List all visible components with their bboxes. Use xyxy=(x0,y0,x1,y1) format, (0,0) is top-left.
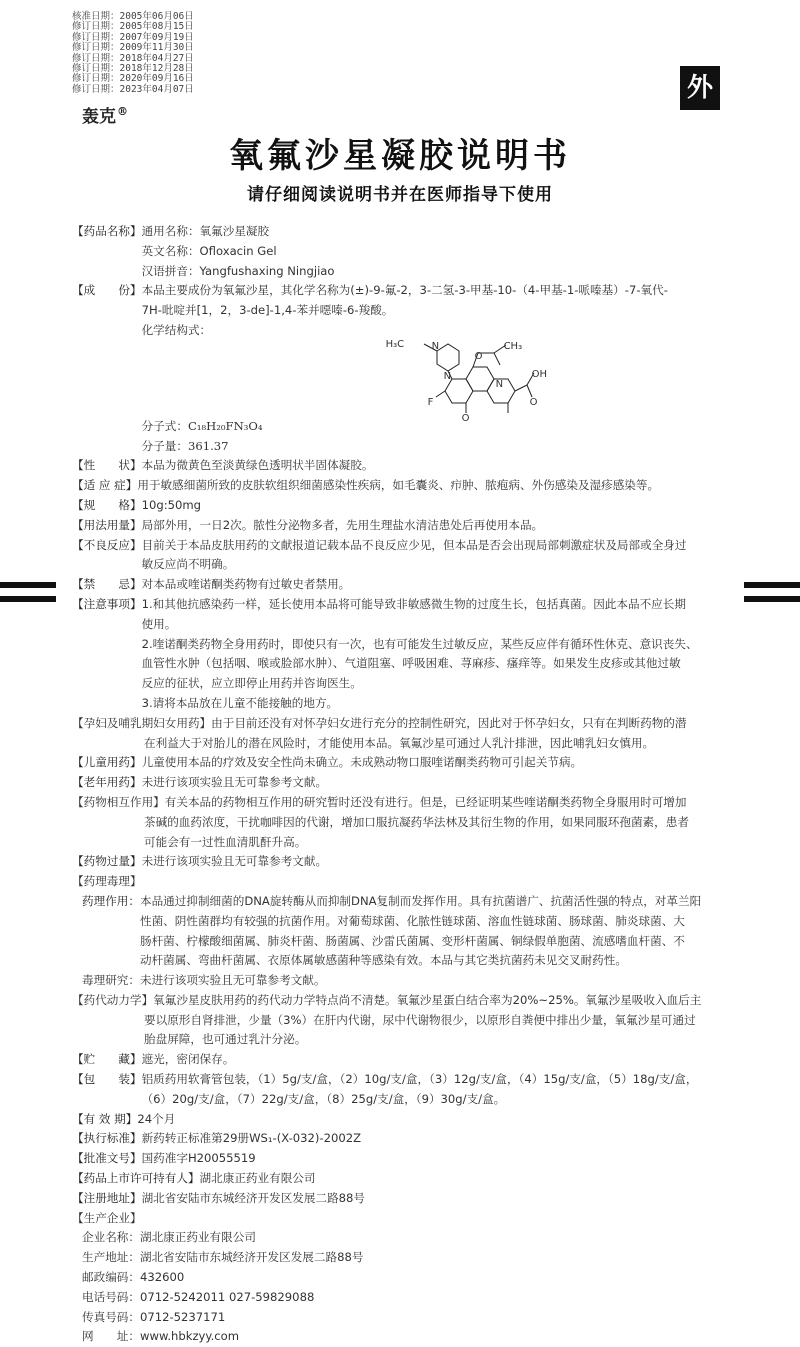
section-label: 【批准文号】 xyxy=(72,1151,142,1166)
page-title: 氧氟沙星凝胶说明书 xyxy=(229,136,571,176)
text-line: 2.喹诺酮类药物全身用药时，即使只有一次，也有可能发生过敏反应，某些反应伴有循环性休克、意识丧失、 xyxy=(141,636,698,651)
text-line: 肠杆菌、柠檬酸细菌属、肺炎杆菌、肠菌属、沙雷氏菌属、变形杆菌属、铜绿假单胞菌、流感嗜血杆菌、不 xyxy=(139,933,685,948)
leaflet-body xyxy=(72,222,752,1347)
section-label: 【孕妇及哺乳期妇女用药】 xyxy=(72,715,212,730)
text-line: 24个月 xyxy=(137,1111,176,1126)
date-line: 修订日期：2023年04月07日 xyxy=(72,83,194,95)
section-elderly xyxy=(72,773,752,793)
info-value: 湖北省安陆市东城经济开发区发展二路88号 xyxy=(139,1250,364,1265)
text-line: 性菌、阴性菌群均有较强的抗菌作用。对葡萄球菌、化脓性链球菌、溶血性链球菌、肠球菌、肺炎球菌、大 xyxy=(139,913,685,928)
section-approval-number xyxy=(72,1149,752,1169)
struct-label-o: O xyxy=(461,412,470,424)
section-label: 【适 应 症】 xyxy=(72,478,138,493)
text-line: 敏反应尚不明确。 xyxy=(141,557,235,572)
section-packaging xyxy=(72,1070,752,1110)
text-line: 氧氟沙星皮肤用药的药代动力学特点尚不清楚。氧氟沙星蛋白结合率为20%~25%。氧氟沙星吸收入血后主 xyxy=(153,992,702,1007)
text-line: 血管性水肿（包括咽、喉或脸部水肿）、气道阻塞、呼吸困难、荨麻疹、瘙痒等。如果发生皮疹或其他过敏 xyxy=(141,656,681,671)
text-line: 用于敏感细菌所致的皮肤软组织细菌感染性疾病，如毛囊炎、疖肿、脓疱病、外伤感染及湿疹感染等。 xyxy=(137,478,660,493)
date-line: 修订日期：2007年09月19日 xyxy=(72,31,194,43)
text-line: 7H-吡啶并[1，2，3-de]-1,4-苯并噁嗪-6-羧酸。 xyxy=(141,303,394,318)
info-value: 湖北康正药业有限公司 xyxy=(139,1230,256,1245)
section-label: 【药品名称】 xyxy=(72,224,142,238)
struct-label-o: O xyxy=(474,350,483,362)
molecular-weight: 分子量：361.37 xyxy=(141,438,229,453)
info-value: 432600 xyxy=(139,1270,185,1285)
text-line: 国药准字H20055519 xyxy=(141,1151,256,1166)
subsection-label: 毒理研究： xyxy=(82,973,140,988)
section-shelf-life xyxy=(72,1110,752,1130)
structure-diagram xyxy=(382,331,552,421)
info-row xyxy=(82,1327,752,1347)
struct-label-f: F xyxy=(427,396,434,408)
section-overdose xyxy=(72,852,752,872)
text-line: 要以原形自肾排泄，少量（3%）在肝内代谢，尿中代谢物很少，以原形自粪便中排出少量，氧氟沙星可通过 xyxy=(144,1012,696,1027)
section-label: 【药品上市许可持有人】 xyxy=(72,1171,200,1186)
info-value: 0712-5242011 027-59829088 xyxy=(139,1289,315,1304)
section-label: 【贮 藏】 xyxy=(72,1052,142,1067)
text-line: 目前关于本品皮肤用药的文献报道记载本品不良反应少见，但本品是否会出现局部刺激症状及局部或全身过 xyxy=(141,537,687,552)
date-line: 修订日期：2005年08月15日 xyxy=(72,21,194,33)
text-line: 通用名称：氧氟沙星凝胶 xyxy=(141,224,270,238)
text-line: 铝质药用软膏管包装，（1）5g/支/盒，（2）10g/支/盒，（3）12g/支/盒，（4）15g/支/盒，（5）18g/支/盒， xyxy=(141,1072,698,1087)
info-key: 电话号码： xyxy=(82,1289,140,1304)
text-line: 未进行该项实验且无可靠参考文献。 xyxy=(141,854,328,869)
section-label: 【注册地址】 xyxy=(72,1190,142,1205)
text-line: 本品通过抑制细菌的DNA旋转酶从而抑制DNA复制而发挥作用。具有抗菌谱广、抗菌活性强的特点，对革兰阳 xyxy=(139,893,702,908)
section-appearance xyxy=(72,456,752,476)
text-line: 湖北省安陆市东城经济开发区发展二路88号 xyxy=(141,1190,366,1205)
section-indications xyxy=(72,476,752,496)
struct-label-h3c: H₃C xyxy=(385,338,405,350)
section-drug-name xyxy=(72,222,752,281)
text-line: 本品主要成份为氧氟沙星，其化学名称为(±)-9-氟-2，3-二氢-3-甲基-10-（4-甲基-1-哌嗪基）-7-氧代- xyxy=(141,283,668,298)
text-line: 未进行该项实验且无可靠参考文献。 xyxy=(141,775,328,790)
chemical-structure xyxy=(142,338,752,424)
section-pharmacokinetics xyxy=(72,991,752,1050)
section-label: 【不良反应】 xyxy=(72,537,142,552)
info-row xyxy=(82,1308,752,1328)
registered-mark: ® xyxy=(117,105,128,119)
section-specification xyxy=(72,496,752,516)
text-line: 英文名称：Ofloxacin Gel xyxy=(141,243,277,258)
text-line: 10g:50mg xyxy=(141,497,202,512)
section-label: 【性 状】 xyxy=(72,458,142,473)
info-row xyxy=(82,1268,752,1288)
section-contraindications xyxy=(72,575,752,595)
section-label: 【执行标准】 xyxy=(72,1131,142,1146)
struct-label-n: N xyxy=(443,370,452,382)
text-line: 使用。 xyxy=(141,616,177,631)
struct-label-o: O xyxy=(529,396,538,408)
info-key: 生产地址： xyxy=(82,1250,140,1265)
section-pregnancy xyxy=(72,714,752,754)
section-precautions xyxy=(72,595,752,714)
info-row xyxy=(82,1248,752,1268)
section-label: 【生产企业】 xyxy=(72,1210,142,1225)
revision-dates xyxy=(72,12,194,95)
section-label: 【包 装】 xyxy=(72,1072,142,1087)
text-line: 局部外用，一日2次。脓性分泌物多者，先用生理盐水清洁患处后再使用本品。 xyxy=(141,517,544,532)
info-row xyxy=(82,1288,752,1308)
website-link[interactable]: www.hbkzyy.com xyxy=(139,1329,240,1344)
text-line: 3.请将本品放在儿童不能接触的地方。 xyxy=(141,695,339,710)
text-line: 本品为微黄色至淡黄绿色透明状半固体凝胶。 xyxy=(141,458,374,473)
date-line: 修订日期：2009年11月30日 xyxy=(72,42,194,54)
external-use-badge: 外 xyxy=(680,66,720,110)
text-line: （6）20g/支/盒，（7）22g/支/盒，（8）25g/支/盒，（9）30g/支/盒。 xyxy=(141,1091,506,1106)
section-label: 【禁 忌】 xyxy=(72,577,142,592)
section-label: 【药理毒理】 xyxy=(72,874,142,889)
right-edge-mark xyxy=(744,582,800,610)
text-line: 有关本品的药物相互作用的研究暂时还没有进行。但是，已经证明某些喹诺酮类药物全身服用时可增加 xyxy=(164,794,687,809)
section-label: 【药物过量】 xyxy=(72,854,142,869)
section-label: 【儿童用药】 xyxy=(72,755,142,770)
date-line: 核准日期：2005年06月06日 xyxy=(72,11,194,22)
text-line: 动杆菌属、弯曲杆菌属、衣原体属敏感菌种等感染有效。本品与其它类抗菌药未见交叉耐药性。 xyxy=(139,953,627,968)
struct-label-oh: OH xyxy=(531,368,547,380)
section-label: 【注意事项】 xyxy=(72,596,142,611)
struct-label-n: N xyxy=(495,378,504,390)
manufacturer-info xyxy=(72,1228,752,1347)
section-label: 【用法用量】 xyxy=(72,517,142,532)
section-children xyxy=(72,753,752,773)
section-adverse-reactions xyxy=(72,536,752,576)
section-composition xyxy=(72,281,752,456)
text-line: 新药转正标准第29册WS₁-(X-032)-2002Z xyxy=(141,1131,362,1146)
section-label: 【有 效 期】 xyxy=(72,1111,138,1126)
section-label: 【药代动力学】 xyxy=(72,992,154,1007)
text-line: 茶碱的血药浓度，干扰咖啡因的代谢，增加口服抗凝药华法林及其衍生物的作用，如果同服环孢菌素，患者 xyxy=(144,814,689,829)
text-line: 胎盘屏障，也可通过乳汁分泌。 xyxy=(144,1032,307,1047)
page-subtitle: 请仔细阅读说明书并在医师指导下使用 xyxy=(247,185,553,205)
section-storage xyxy=(72,1050,752,1070)
section-standard xyxy=(72,1129,752,1149)
section-label: 【规 格】 xyxy=(72,497,142,512)
info-key: 传真号码： xyxy=(82,1309,140,1324)
date-line: 修订日期：2020年09月16日 xyxy=(72,73,194,85)
info-row xyxy=(82,1228,752,1248)
section-label: 【药物相互作用】 xyxy=(72,794,165,809)
text-line: 儿童使用本品的疗效及安全性尚未确立。未成熟动物口服喹诺酮类药物可引起关节病。 xyxy=(141,755,583,770)
struct-label-ch3: CH₃ xyxy=(503,340,523,352)
text-line: 由于目前还没有对怀孕妇女进行充分的控制性研究，因此对于怀孕妇女，只有在判断药物的潜 xyxy=(211,715,687,730)
info-key: 企业名称： xyxy=(82,1230,140,1245)
info-key: 邮政编码： xyxy=(82,1270,140,1285)
text-line: 1.和其他抗感染药一样，延长使用本品将可能导致非敏感微生物的过度生长，包括真菌。因此本品不应长期 xyxy=(141,596,686,611)
text-line: 湖北康正药业有限公司 xyxy=(199,1171,316,1186)
text-line: 对本品或喹诺酮类药物有过敏史者禁用。 xyxy=(141,577,351,592)
date-line: 修订日期：2018年12月28日 xyxy=(72,63,194,75)
info-key: 网 址： xyxy=(82,1329,140,1344)
struct-label-n: N xyxy=(431,340,440,352)
section-label: 【老年用药】 xyxy=(72,775,142,790)
text-line: 汉语拼音：Yangfushaxing Ningjiao xyxy=(141,263,335,278)
section-dosage xyxy=(72,516,752,536)
section-pharmacology xyxy=(72,872,752,991)
date-line: 修订日期：2018年04月27日 xyxy=(72,52,194,64)
text-line: 化学结构式： xyxy=(141,322,212,337)
left-edge-mark xyxy=(0,582,56,610)
text-line: 反应的征状，应立即停止用药并咨询医生。 xyxy=(141,676,362,691)
text-line: 可能会有一过性血清肌酐升高。 xyxy=(144,834,307,849)
brand-name: 轰克 xyxy=(82,107,116,127)
text-line: 未进行该项实验且无可靠参考文献。 xyxy=(139,973,326,988)
text-line: 遮光，密闭保存。 xyxy=(141,1052,235,1067)
section-license-holder xyxy=(72,1169,752,1189)
info-value: 0712-5237171 xyxy=(139,1309,226,1324)
subsection-label: 药理作用： xyxy=(82,893,140,908)
text-line: 在利益大于对胎儿的潜在风险时，才能使用本品。氧氟沙星可通过人乳汁排泄，因此哺乳妇女慎用。 xyxy=(144,735,655,750)
section-label: 【成 份】 xyxy=(72,283,142,298)
brand-logo xyxy=(82,102,128,127)
section-interactions xyxy=(72,793,752,852)
molecular-formula: 分子式：C₁₈H₂₀FN₃O₄ xyxy=(141,418,263,433)
